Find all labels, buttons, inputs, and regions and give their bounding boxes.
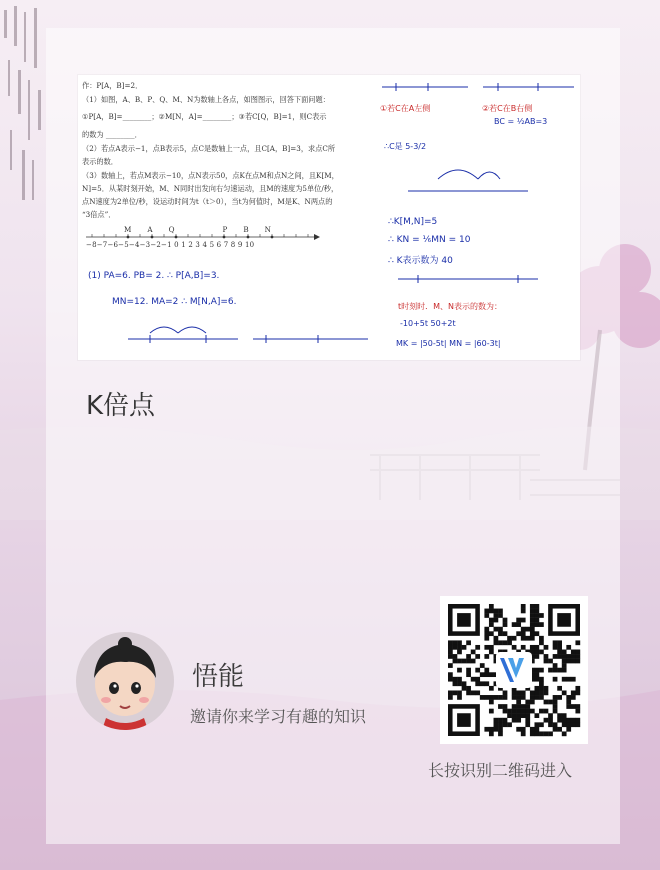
note-k-value: ∴ K表示数为 40 [388, 256, 453, 266]
note-line-2: MN=12. MA=2 ∴ M[N,A]=6. [112, 297, 237, 307]
worksheet-image[interactable] [78, 75, 580, 360]
worksheet-intro: 作：P[A，B]=2． [82, 81, 143, 90]
qr-hint: 长按识别二维码进入 [428, 761, 573, 780]
worksheet-q3c: 点N速度为2单位/秒，设运动时间为t（t＞0），当t为何值时，M是K、N两点的 [82, 197, 333, 206]
avatar[interactable] [76, 632, 174, 730]
worksheet-q3b: N]=5．从某时刻开始，M、N同时出发向右匀速运动，且M的速度为5单位/秒， [82, 184, 339, 193]
point-p-label: P [222, 225, 244, 234]
note-bc: BC = ½AB=3 [494, 117, 548, 126]
point-n-label: N [264, 225, 287, 234]
worksheet-problem [78, 75, 378, 360]
worksheet-q1: （1）如图，A、B、P、Q、M、N为数轴上各点，如图图示，回答下面问题： [82, 95, 330, 104]
account-name: 悟能 [192, 662, 245, 692]
note-distances: MK = |50-5t| MN = |60-3t| [396, 339, 501, 348]
qr-code[interactable] [440, 596, 588, 744]
point-q-label: Q [168, 225, 191, 234]
worksheet-notes [378, 75, 580, 360]
note-line-1: (1) PA=6. PB= 2. ∴ P[A,B]=3. [88, 271, 220, 281]
note-c-value: ∴C是 5-3/2 [384, 142, 427, 151]
qr-code-icon [440, 596, 588, 744]
point-a-label: A [147, 225, 169, 234]
worksheet-q1b: 的数为 ________． [82, 130, 142, 139]
post-title: K倍点 [86, 391, 156, 421]
account-slogan: 邀请你来学习有趣的知识 [190, 707, 367, 726]
note-time-t: t时刻时．M、N表示的数为： [398, 302, 503, 311]
note-case-1: ①若C在A左侧 [380, 104, 431, 113]
number-line-ticks: −8−7−6−5−4−3−2−1 0 1 2 3 4 5 6 7 8 9 10 [86, 241, 255, 249]
note-case-2: ②若C在B右侧 [482, 104, 533, 113]
note-sketch-number-lines [78, 319, 378, 359]
point-b-label: B [243, 225, 265, 234]
cartoon-avatar-icon [76, 632, 174, 730]
note-k-ratio: ∴K[M,N]=5 [388, 217, 438, 227]
worksheet-q3a: （3）数轴上，若点M表示−10，点N表示50，点K在点M和点N之间，且K[M， [82, 171, 339, 180]
worksheet-q3d: “3倍点”． [82, 210, 116, 219]
point-m-label: M [124, 225, 148, 234]
worksheet-q2b: 表示的数． [82, 157, 118, 166]
note-kn: ∴ KN = ⅙MN = 10 [388, 235, 471, 245]
worksheet-q2a: （2）若点A表示−1，点B表示5，点C是数轴上一点，且C[A，B]=3，求点C所 [82, 144, 336, 153]
number-line-point-labels [124, 225, 287, 234]
note-positions: -10+5t 50+2t [400, 319, 456, 328]
worksheet-q1a: ①P[A，B]=________；②M[N，A]=________；③若C[Q，B]=1，则C表示 [82, 112, 327, 121]
